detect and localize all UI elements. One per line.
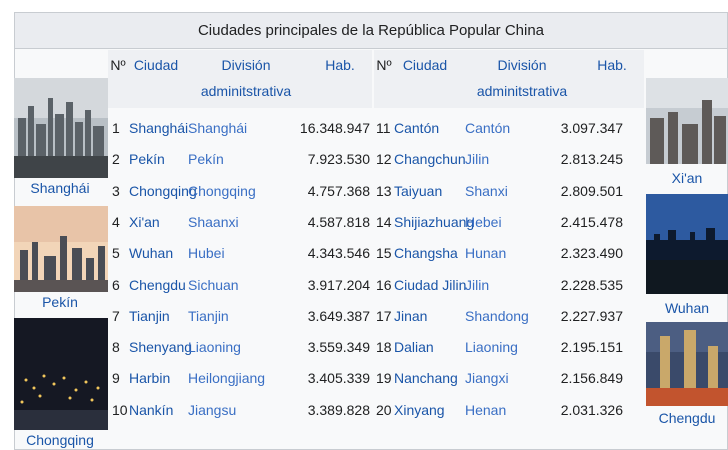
row-rank: 8 bbox=[112, 339, 120, 356]
population-value: 4.587.818 bbox=[307, 213, 370, 230]
division-link[interactable]: Cantón bbox=[465, 120, 511, 136]
row-rank: 20 bbox=[376, 401, 392, 418]
left-header-num: Nº bbox=[110, 57, 126, 73]
left-header-division-line2[interactable]: adminitstrativa bbox=[200, 83, 292, 99]
wuhan-photo[interactable] bbox=[646, 194, 728, 294]
row-rank: 14 bbox=[376, 213, 392, 230]
city-link[interactable]: Tianjin bbox=[129, 307, 170, 324]
row-rank: 1 bbox=[112, 120, 120, 136]
shanghai-photo[interactable] bbox=[14, 78, 108, 178]
population-value: 4.757.368 bbox=[307, 182, 370, 199]
division-link[interactable]: Hebei bbox=[465, 213, 502, 230]
right-header-division[interactable]: División bbox=[497, 57, 547, 73]
population-value: 2.195.151 bbox=[560, 339, 623, 356]
division-link[interactable]: Heilongjiang bbox=[188, 370, 266, 387]
row-rank: 16 bbox=[376, 276, 392, 293]
population-value: 7.923.530 bbox=[307, 151, 370, 168]
population-value: 3.559.349 bbox=[307, 339, 370, 356]
row-rank: 19 bbox=[376, 370, 392, 387]
division-link[interactable]: Hunan bbox=[465, 245, 507, 262]
division-link[interactable]: Shandong bbox=[465, 307, 529, 324]
city-link[interactable]: Chengdu bbox=[129, 276, 186, 293]
city-link[interactable]: Wuhan bbox=[129, 245, 174, 262]
right-header-division-line2[interactable]: adminitstrativa bbox=[476, 83, 568, 99]
population-value: 3.917.204 bbox=[307, 276, 370, 293]
population-value: 4.343.546 bbox=[307, 245, 370, 262]
division-link[interactable]: Tianjin bbox=[188, 307, 229, 324]
right-header-pop[interactable]: Hab. bbox=[597, 57, 627, 73]
division-link[interactable]: Chongqing bbox=[188, 182, 256, 199]
left-header-city[interactable]: Ciudad bbox=[133, 57, 179, 73]
right-header-city[interactable]: Ciudad bbox=[402, 57, 448, 73]
row-rank: 2 bbox=[112, 151, 120, 168]
city-link[interactable]: Taiyuan bbox=[394, 182, 443, 199]
population-value: 3.097.347 bbox=[560, 120, 623, 136]
xian-photo-caption[interactable]: Xi'an bbox=[671, 170, 703, 186]
row-rank: 12 bbox=[376, 151, 392, 168]
city-link[interactable]: Shenyang bbox=[129, 339, 193, 356]
row-rank: 18 bbox=[376, 339, 392, 356]
chongqing-photo-caption[interactable]: Chongqing bbox=[26, 432, 94, 448]
population-value: 2.228.535 bbox=[560, 276, 623, 293]
division-link[interactable]: Jiangxi bbox=[465, 370, 509, 387]
city-link[interactable]: Changchun bbox=[394, 151, 466, 168]
city-link[interactable]: Shijiazhuang bbox=[394, 213, 475, 230]
left-header-division[interactable]: División bbox=[221, 57, 271, 73]
city-link[interactable]: Changsha bbox=[394, 245, 458, 262]
row-rank: 3 bbox=[112, 182, 120, 199]
row-rank: 15 bbox=[376, 245, 392, 262]
division-link[interactable]: Shanxi bbox=[465, 182, 508, 199]
city-link[interactable]: Harbin bbox=[129, 370, 171, 387]
population-value: 2.156.849 bbox=[560, 370, 623, 387]
city-link[interactable]: Jinan bbox=[394, 307, 428, 324]
chengdu-photo[interactable] bbox=[646, 322, 728, 406]
population-value: 2.809.501 bbox=[560, 182, 623, 199]
row-rank: 17 bbox=[376, 307, 392, 324]
beijing-photo-caption[interactable]: Pekín bbox=[42, 294, 78, 310]
beijing-photo[interactable] bbox=[14, 206, 108, 292]
row-rank: 11 bbox=[376, 120, 391, 136]
population-value: 16.348.947 bbox=[299, 120, 370, 136]
city-link[interactable]: Shanghái bbox=[129, 120, 189, 136]
population-value: 2.227.937 bbox=[560, 307, 623, 324]
city-link[interactable]: Nanchang bbox=[394, 370, 458, 387]
division-link[interactable]: Jilin bbox=[465, 276, 490, 293]
chongqing-photo[interactable] bbox=[14, 318, 108, 430]
division-link[interactable]: Jilin bbox=[465, 151, 490, 168]
population-value: 3.649.387 bbox=[307, 307, 370, 324]
city-link[interactable]: Ciudad Jilin bbox=[394, 276, 467, 293]
shanghai-photo-caption[interactable]: Shanghái bbox=[30, 180, 90, 196]
city-link[interactable]: Nankín bbox=[129, 401, 174, 418]
population-value: 2.415.478 bbox=[560, 213, 623, 230]
division-link[interactable]: Henan bbox=[465, 401, 507, 418]
wuhan-photo-caption[interactable]: Wuhan bbox=[664, 300, 710, 316]
right-header-num: Nº bbox=[376, 57, 392, 73]
row-rank: 6 bbox=[112, 276, 120, 293]
row-rank: 13 bbox=[376, 182, 392, 199]
row-rank: 9 bbox=[112, 370, 120, 387]
division-link[interactable]: Jiangsu bbox=[188, 401, 237, 418]
row-rank: 5 bbox=[112, 245, 120, 262]
city-link[interactable]: Xi'an bbox=[129, 213, 160, 230]
population-value: 3.389.828 bbox=[307, 401, 370, 418]
city-link[interactable]: Xinyang bbox=[394, 401, 445, 418]
city-link[interactable]: Chongqing bbox=[129, 182, 197, 199]
population-value: 2.031.326 bbox=[560, 401, 623, 418]
table-title: Ciudades principales de la República Popular China bbox=[14, 12, 728, 48]
row-rank: 4 bbox=[112, 213, 120, 230]
division-link[interactable]: Pekín bbox=[188, 151, 224, 168]
row-rank: 7 bbox=[112, 307, 120, 324]
chengdu-photo-caption[interactable]: Chengdu bbox=[658, 410, 716, 426]
division-link[interactable]: Shaanxi bbox=[188, 213, 239, 230]
population-value: 2.323.490 bbox=[560, 245, 623, 262]
row-rank: 10 bbox=[112, 401, 128, 418]
city-link[interactable]: Pekín bbox=[129, 151, 165, 168]
population-value: 2.813.245 bbox=[560, 151, 623, 168]
division-link[interactable]: Hubei bbox=[188, 245, 225, 262]
division-link[interactable]: Shanghái bbox=[188, 120, 248, 136]
population-value: 3.405.339 bbox=[307, 370, 370, 387]
xian-photo[interactable] bbox=[646, 78, 728, 164]
left-header-pop[interactable]: Hab. bbox=[325, 57, 355, 73]
division-link[interactable]: Liaoning bbox=[465, 339, 518, 356]
city-link[interactable]: Dalian bbox=[394, 339, 434, 356]
city-link[interactable]: Cantón bbox=[394, 120, 440, 136]
division-link[interactable]: Liaoning bbox=[188, 339, 241, 356]
division-link[interactable]: Sichuan bbox=[188, 276, 239, 293]
